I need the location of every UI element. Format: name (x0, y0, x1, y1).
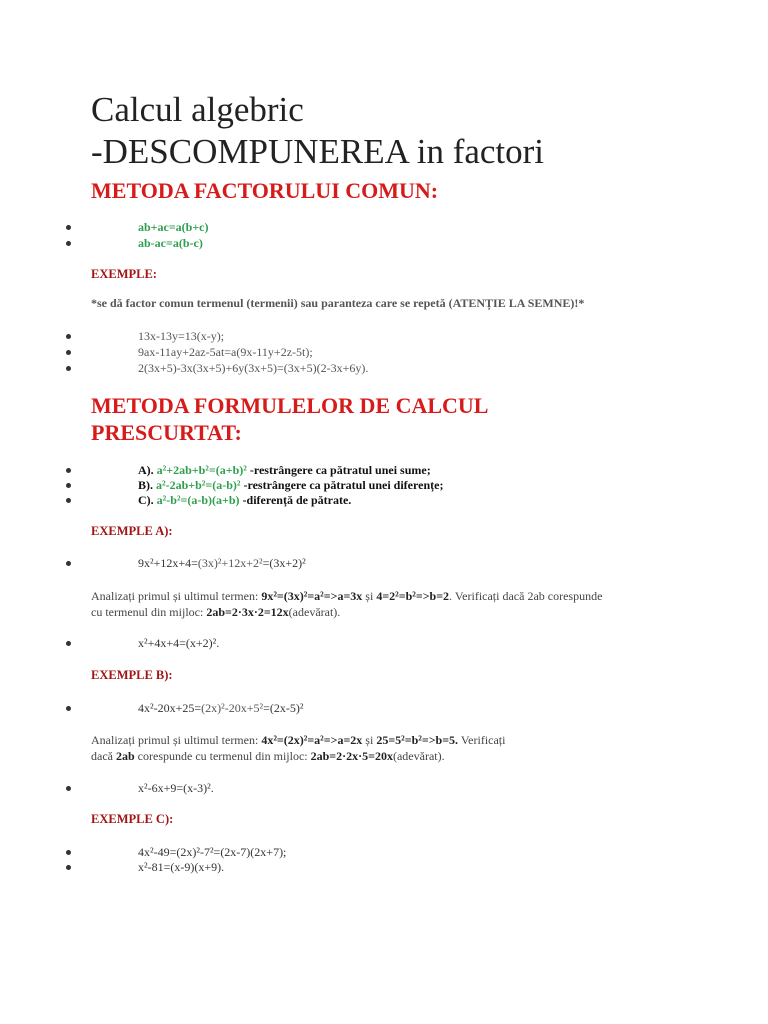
example-part: (3x)²+12x+2² (197, 556, 263, 570)
page-title-line2: -DESCOMPUNEREA in factori (91, 132, 545, 171)
note-text: *se dă factor comun termenul (termenii) sau paranteza care se repetă (ATENȚIE LA SEMNE)!* (91, 296, 585, 310)
bullet-icon (66, 865, 71, 870)
formula-text: a²-2ab+b²=(a-b)² (156, 478, 241, 492)
list-item (0, 844, 768, 860)
bullet-icon (66, 498, 71, 503)
analysis-part: 9x²=(3x)²=a²=>a=3x (261, 589, 363, 603)
list-item (0, 780, 768, 796)
formula-line (138, 492, 351, 508)
bullet-icon (66, 225, 71, 230)
section-heading-formule-line2: PRESCURTAT: (91, 420, 242, 445)
analysis-part: 2ab=2·2x·5=20x (310, 749, 393, 763)
formula-desc: -diferență de pătrate. (239, 493, 352, 507)
list-item (0, 360, 768, 376)
analysis-text-line2 (91, 604, 340, 620)
bullet-icon (66, 483, 71, 488)
bullet-icon (66, 706, 71, 711)
analysis-part: 2ab=2·3x·2=12x (206, 605, 289, 619)
example-text: x²-81=(x-9)(x+9). (138, 860, 225, 874)
formula-prefix: C). (138, 493, 154, 507)
list-item (0, 328, 768, 344)
list-item (0, 700, 768, 716)
example-text: x²-6x+9=(x-3)². (138, 781, 214, 795)
example-part: =(3x+2)² (262, 556, 306, 570)
example-text: 2(3x+5)-3x(3x+5)+6y(3x+5)=(3x+5)(2-3x+6y). (138, 361, 369, 375)
analysis-part: corespunde cu termenul din mijloc: (134, 749, 311, 763)
example-text: x²+4x+4=(x+2)². (138, 636, 220, 650)
analysis-part: și (362, 589, 377, 603)
example-part: (2x)²-20x+5² (201, 701, 264, 715)
formula-text: a²-b²=(a-b)(a+b) (156, 493, 240, 507)
analysis-part: Verificați (458, 733, 506, 747)
section-heading-factor-comun: METODA FACTORULUI COMUN: (91, 178, 439, 203)
example-text: 9ax-11ay+2az-5at=a(9x-11y+2z-5t); (138, 345, 313, 359)
bullet-icon (66, 334, 71, 339)
analysis-part: (adevărat). (288, 605, 341, 619)
analysis-part: 4=2²=b²=>b=2 (376, 589, 450, 603)
list-item (0, 344, 768, 360)
bullet-icon (66, 561, 71, 566)
analysis-part: 4x²=(2x)²=a²=>a=2x (261, 733, 363, 747)
analysis-part: Analizați primul și ultimul termen: (91, 589, 262, 603)
bullet-icon (66, 366, 71, 371)
list-item (0, 635, 768, 651)
bullet-icon (66, 350, 71, 355)
example-text: 13x-13y=13(x-y); (138, 329, 225, 343)
examples-label: EXEMPLE: (91, 267, 157, 281)
formula-desc: -restrângere ca pătratul unei diferențe; (240, 478, 444, 492)
list-item (0, 219, 768, 235)
bullet-icon (66, 641, 71, 646)
example-line (138, 555, 306, 571)
analysis-part: . Verificați dacă 2ab corespunde (449, 589, 603, 603)
bullet-icon (66, 786, 71, 791)
formula-line (138, 477, 443, 493)
example-part: 4x²-20x+25= (138, 701, 202, 715)
bullet-icon (66, 850, 71, 855)
analysis-part: 25=5²=b²=>b=5. (376, 733, 459, 747)
analysis-text-line1 (91, 588, 602, 604)
analysis-part: dacă (91, 749, 116, 763)
list-item (0, 477, 768, 493)
section-heading-formule: METODA FORMULELOR DE CALCUL (91, 393, 489, 418)
formula-prefix: A). (138, 463, 154, 477)
list-item (0, 492, 768, 508)
analysis-text-line2 (91, 748, 445, 764)
examples-c-label: EXEMPLE C): (91, 812, 174, 826)
formula-prefix: B). (138, 478, 153, 492)
example-part: 9x²+12x+4= (138, 556, 198, 570)
analysis-part: și (362, 733, 377, 747)
page-title-line1: Calcul algebric (91, 90, 304, 129)
list-item (0, 555, 768, 571)
analysis-part: (adevărat). (392, 749, 445, 763)
formula-line (138, 462, 431, 478)
example-part: =(2x-5)² (263, 701, 304, 715)
list-item (0, 859, 768, 875)
analysis-text-line1 (91, 732, 505, 748)
analysis-part: 2ab (115, 749, 135, 763)
example-line (138, 700, 303, 716)
bullet-icon (66, 241, 71, 246)
formula-text: ab-ac=a(b-c) (138, 236, 203, 250)
examples-b-label: EXEMPLE B): (91, 668, 173, 682)
bullet-icon (66, 468, 71, 473)
formula-text: ab+ac=a(b+c) (138, 220, 209, 234)
formula-text: a²+2ab+b²=(a+b)² (156, 463, 247, 477)
list-item (0, 462, 768, 478)
list-item (0, 235, 768, 251)
formula-desc: -restrângere ca pătratul unei sume; (246, 463, 431, 477)
analysis-part: Analizați primul și ultimul termen: (91, 733, 262, 747)
analysis-part: cu termenul din mijloc: (91, 605, 207, 619)
examples-a-label: EXEMPLE A): (91, 524, 173, 538)
example-text: 4x²-49=(2x)²-7²=(2x-7)(2x+7); (138, 845, 287, 859)
